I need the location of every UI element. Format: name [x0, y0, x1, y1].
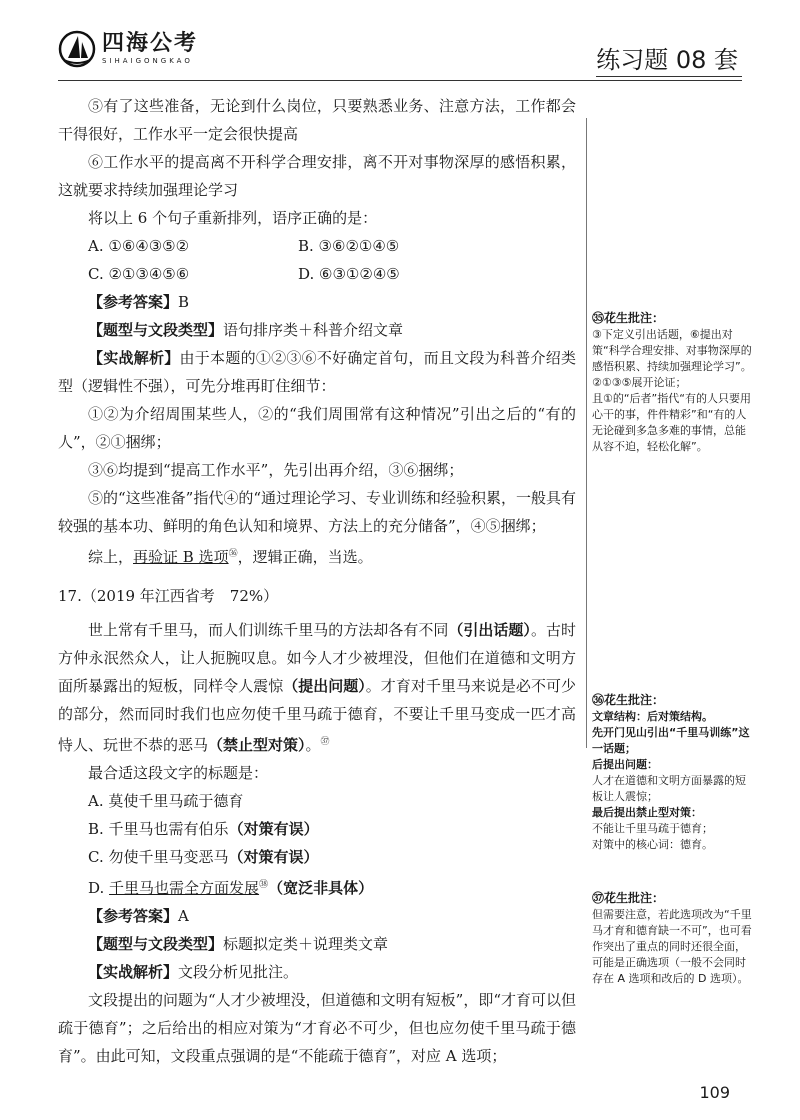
footnote-ref: ㊳ — [259, 880, 269, 890]
note-line: 后提出问题： — [592, 758, 658, 771]
brand-name-en: SIHAIGONGKAO — [102, 57, 193, 65]
option-c: C. 勿使千里马变恶马（对策有误） — [88, 848, 319, 866]
analysis-conclusion: 综上，再验证 B 选项$^㊱$，逻辑正确，当选。 — [88, 548, 373, 566]
analysis-point-1: 文段提出的问题为“人才少被埋没，但道德和文明有短板”，即“才育可以但疏于德育”；之后给出的相应对策为“才育必不可少，但也应勿使千里马疏于德育”。由此可知，文段重点强调的是“不能疏于德育”，对应 A 选项； — [58, 991, 577, 1065]
type-line: 【题型与文段类型】语句排序类＋科普介绍文章 — [88, 321, 404, 339]
answer-line: 【参考答案】B — [88, 293, 190, 311]
note-line: 先开门见山引出“千里马训练”这一话题； — [592, 726, 750, 755]
answer-value: A — [178, 907, 189, 925]
brand-logo — [58, 30, 198, 68]
note-title: ㊱花生批注： — [592, 693, 665, 707]
sail-logo-icon — [58, 30, 96, 68]
analysis-point-1: ①②为介绍周围某些人，②的“我们周围常有这种情况”引出之后的“有的人”，②①捆绑； — [58, 405, 576, 451]
footnote-ref: ㊱ — [228, 549, 238, 559]
set-title: 练习题 08 套 — [596, 46, 738, 74]
sidebar-note-35 — [592, 310, 752, 455]
options-row-2 — [58, 260, 576, 288]
brand-name: 四海公考 — [102, 31, 199, 56]
option-a: A. ①⑥④③⑤② — [88, 237, 190, 255]
option-b: B. 千里马也需有伯乐（对策有误） — [88, 820, 319, 838]
note-line: 人才在道德和文明方面暴露的短板让人震惊； — [592, 774, 746, 803]
sidebar-note-36 — [592, 692, 752, 853]
note-line: ②①③⑤展开论证； — [592, 376, 687, 389]
question-16 — [58, 92, 576, 571]
question-title: 17.（2019 年江西省考 72%） — [58, 587, 279, 605]
header-divider — [58, 80, 742, 81]
type-line: 【题型与文段类型】标题拟定类＋说理类文章 — [88, 935, 389, 953]
option-d: D. 千里马也需全方面发展$^㊳$（宽泛非具体） — [88, 879, 374, 897]
page-number: 109 — [699, 1083, 730, 1102]
note-title: ㉟花生批注： — [592, 311, 665, 325]
note-line: 最后提出禁止型对策： — [592, 806, 702, 819]
option-d: D. ⑥③①②④⑤ — [298, 265, 400, 283]
sentence-5: ⑤有了这些准备，无论到什么岗位，只要熟悉业务、注意方法，工作都会干得很好，工作水平一定会很快提高 — [58, 97, 576, 143]
sentence-6: ⑥工作水平的提高离不开科学合理安排，离不开对事物深厚的感悟积累，这就要求持续加强理论学习 — [58, 153, 576, 199]
header-divider-2 — [596, 76, 742, 77]
note-title: ㊲花生批注： — [592, 891, 665, 905]
note-line: 但需要注意，若此选项改为“千里马才育和德育缺一不可”，也可看作突出了重点的同时还很全面，可能是正确选项（一般不会同时存在 A 选项和改后的 D 选项）。 — [592, 908, 752, 985]
options-row-1 — [58, 232, 576, 260]
note-line: ③下定义引出话题，⑥提出对策“科学合理安排、对事物深厚的感悟积累、持续加强理论学习”。 — [592, 328, 752, 373]
option-a: A. 莫使千里马疏于德育 — [88, 792, 244, 810]
analysis-point-2: ③⑥均提到“提高工作水平”，先引出再介绍，③⑥捆绑； — [88, 461, 464, 479]
note-line: 对策中的核心词：德育。 — [592, 838, 713, 851]
question-stem: 将以上 6 个句子重新排列，语序正确的是： — [88, 209, 378, 227]
option-b: B. ③⑥②①④⑤ — [298, 237, 400, 255]
analysis-line: 【实战解析】由于本题的①②③⑥不好确定首句，而且文段为科普介绍类型（逻辑性不强），可先分堆再盯住细节： — [58, 349, 576, 395]
answer-line: 【参考答案】A — [88, 907, 189, 925]
note-line: 文章结构：后对策结构。 — [592, 710, 713, 723]
passage: 世上常有千里马，而人们训练千里马的方法却各有不同（引出话题）。古时方仲永泯然众人，让人扼腕叹息。如今人才少被埋没，但他们在道德和文明方面所暴露出的短板，同样令人震惊（提出问题）。才育对千里马来说是必不可少的部分，然而同时我们也应勿使千里马疏于德育，不要让千里马变成一匹才高恃人、玩世不恭的恶马（禁止型对策）。$^㊲$ — [58, 621, 576, 754]
option-c: C. ②①③④⑤⑥ — [88, 265, 190, 283]
question-17 — [58, 582, 576, 1070]
question-stem: 最合适这段文字的标题是： — [88, 764, 269, 782]
answer-value: B — [178, 293, 190, 311]
analysis-point-3: ⑤的“这些准备”指代④的“通过理论学习、专业训练和经验积累，一般具有较强的基本功、鲜明的角色认知和境界、方法上的充分储备”，④⑤捆绑； — [58, 489, 577, 535]
footnote-ref: ㊲ — [320, 737, 330, 747]
analysis-line: 【实战解析】文段分析见批注。 — [88, 963, 299, 981]
sidebar-divider — [586, 118, 587, 748]
note-line: 不能让千里马疏于德育； — [592, 822, 713, 835]
note-line: 且①的“后者”指代“有的人只要用心干的事，件件精彩”和“有的人无论碰到多急多难的事情，总能从容不迫，轻松化解”。 — [592, 392, 751, 453]
sidebar-note-37 — [592, 890, 752, 987]
